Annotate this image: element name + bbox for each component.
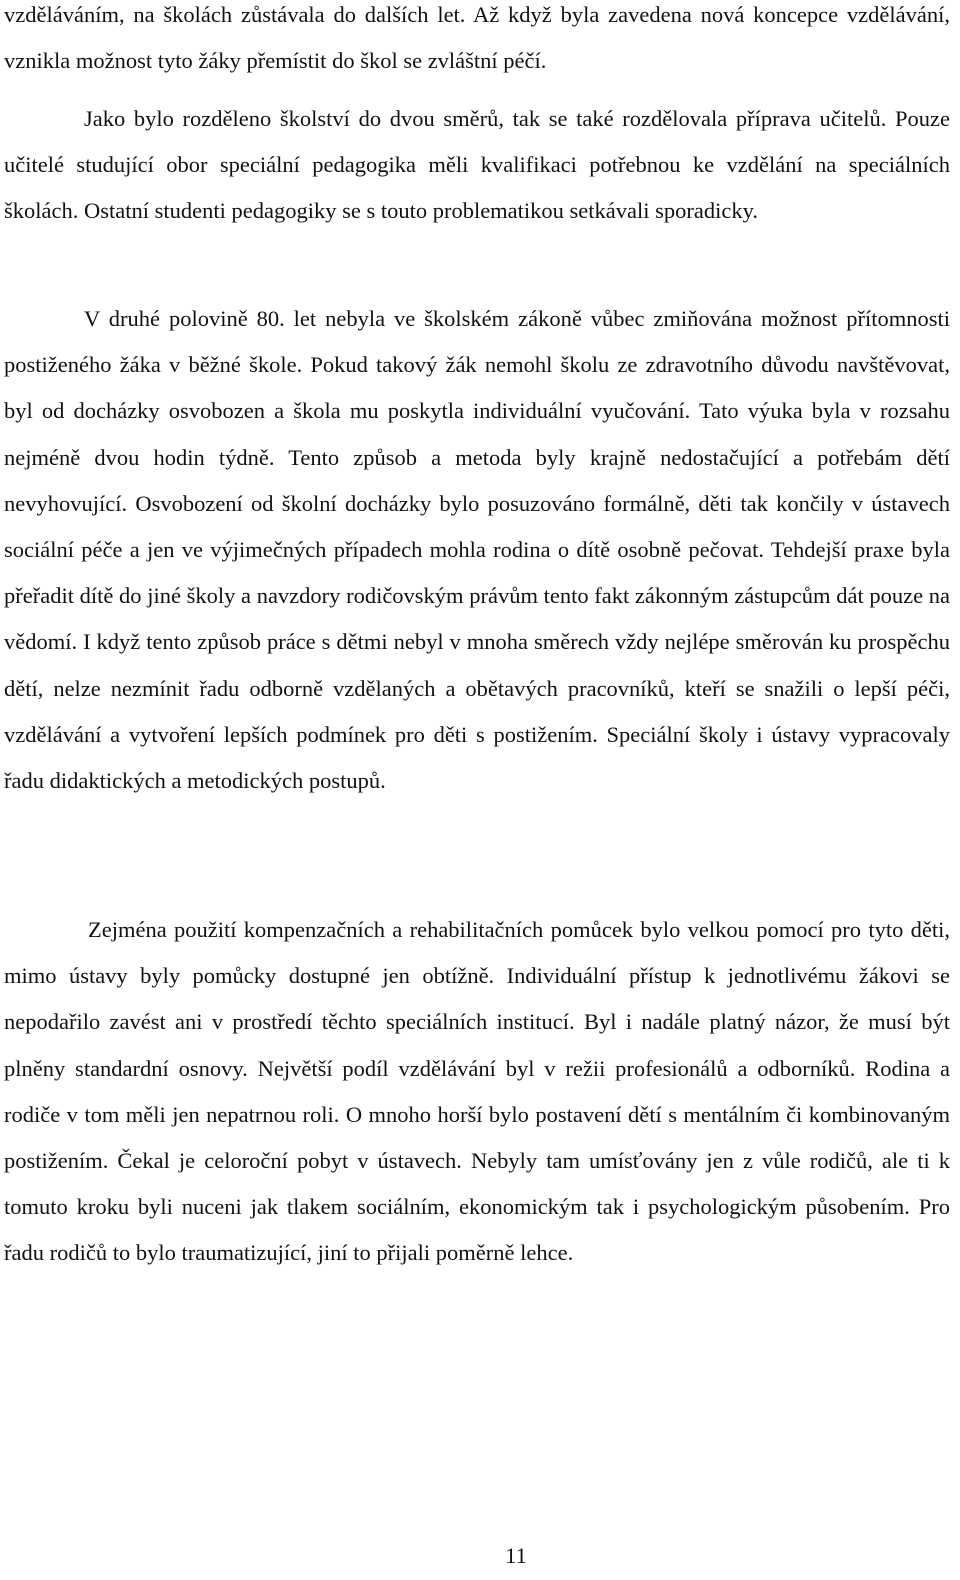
paragraph-2: Jako bylo rozděleno školství do dvou směrů, tak se také rozdělovala příprava učitelů. Pouze učitelé studující obor speciální pedagogika měli kvalifikaci potřebnou ke vzdělání na speciálních školách. Ostatní studenti pedagogiky se s touto problematikou setkávali sporadicky. xyxy=(4,106,950,224)
page-number: 11 xyxy=(505,1543,527,1568)
paragraph-1: vzděláváním, na školách zůstávala do dalších let. Až když byla zavedena nová koncepce vzdělávání, vznikla možnost tyto žáky přemístit do škol se zvláštní péčí. xyxy=(4,2,950,74)
paragraph-4: Zejména použití kompenzačních a rehabilitačních pomůcek bylo velkou pomocí pro tyto děti, mimo ústavy byly pomůcky dostupné jen obtížně. Individuální přístup k jednotlivému žákovi se nepodařilo zavést ani v prostředí těchto speciálních institucí. Byl i nadále platný názor, že musí být plněny standardní osnovy. Největší podíl vzdělávání byl v režii profesionálů a odborníků. Rodina a rodiče v tom měli jen nepatrnou roli. O mnoho horší bylo postavení dětí s mentálním či kombinovaným postižením. Čekal je celoroční pobyt v ústavech. Nebyly tam umísťovány jen z vůle rodičů, ale ti k tomuto kroku byli nuceni jak tlakem sociálním, ekonomickým tak i psychologickým působením. Pro řadu rodičů to bylo traumatizující, jiní to přijali poměrně lehce. xyxy=(4,917,950,1266)
paragraph-3: V druhé polovině 80. let nebyla ve školském zákoně vůbec zmiňována možnost přítomnosti postiženého žáka v běžné škole. Pokud takový žák nemohl školu ze zdravotního důvodu navštěvovat, byl od docházky osvobozen a škola mu poskytla individuální vyučování. Tato výuka byla v rozsahu nejméně dvou hodin týdně. Tento způsob a metoda byly krajně nedostačující a potřebám dětí nevyhovující. Osvobození od školní docházky bylo posuzováno formálně, děti tak končily v ústavech sociální péče a jen ve výjimečných případech mohla rodina o dítě osobně pečovat. Tehdejší praxe byla přeřadit dítě do jiné školy a navzdory rodičovským právům tento fakt zákonným zástupcům dát pouze na vědomí. I když tento způsob práce s dětmi nebyl v mnoha směrech vždy nejlépe směrován ku prospěchu dětí, nelze nezmínit řadu odborně vzdělaných a obětavých pracovníků, kteří se snažili o lepší péči, vzdělávání a vytvoření lepších podmínek pro děti s postižením. Speciální školy i ústavy vypracovaly řadu didaktických a metodických postupů. xyxy=(4,306,950,794)
